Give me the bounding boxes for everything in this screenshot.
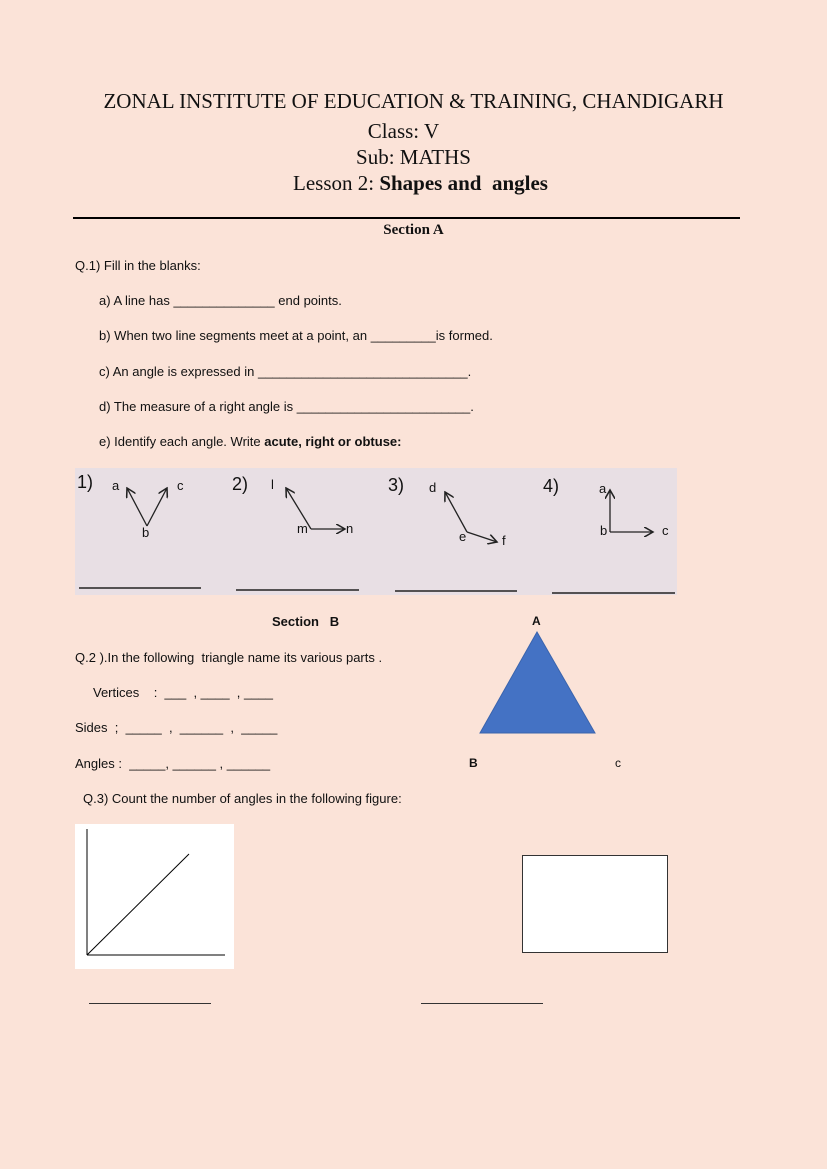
- lesson-title: [7, 171, 827, 196]
- angle1-label-b: b: [142, 525, 150, 540]
- q2-text: Q.2 ).In the following triangle name its various parts .: [75, 650, 383, 665]
- q1-item-a: a) A line has ______________ end points.: [99, 293, 342, 308]
- vertex-c-label: c: [615, 756, 621, 770]
- subject-label: Sub: MATHS: [356, 145, 471, 169]
- q1-item-e: [99, 434, 401, 449]
- lesson-prefix: Lesson 2:: [293, 171, 380, 195]
- angles-image: [75, 468, 677, 595]
- q2-angles: Angles : _____, ______ , ______: [75, 756, 271, 771]
- institute-title: ZONAL INSTITUTE OF EDUCATION & TRAINING, CHANDIGARH: [103, 89, 724, 113]
- angle3-ray-d: [445, 492, 467, 532]
- angle-figures: [75, 468, 677, 595]
- angle4-number: 4): [543, 476, 560, 496]
- angle4-label-a: a: [599, 481, 607, 496]
- angle2-label-n: n: [346, 521, 354, 536]
- angle1-ray-a: [127, 488, 147, 526]
- triangle-shape: [480, 632, 595, 733]
- angle-count-figure-1: [75, 824, 234, 969]
- angle2-label-m: m: [297, 521, 308, 536]
- q1-item-e-text: e) Identify each angle. Write: [99, 434, 265, 449]
- angle1-number: 1): [77, 472, 94, 492]
- angle4-label-c: c: [662, 523, 669, 538]
- lesson-name: Shapes and angles: [379, 171, 548, 195]
- q2-vertices: Vertices : ___ , ____ , ____: [93, 685, 273, 700]
- class-label: Class: V: [367, 119, 440, 143]
- angle3-label-d: d: [429, 480, 437, 495]
- q1-text: Q.1) Fill in the blanks:: [75, 258, 201, 273]
- angle2-number: 2): [232, 474, 249, 494]
- angle3-number: 3): [388, 475, 405, 495]
- angle-count-figure-rectangle: [522, 855, 668, 953]
- q1-item-e-options: acute, right or obtuse:: [264, 434, 402, 449]
- q2-sides: Sides ; _____ , ______ , _____: [75, 720, 278, 735]
- angle3-ray-f: [467, 532, 497, 542]
- angle1-label-c: c: [177, 478, 184, 493]
- q3-answer-line-1: [89, 1003, 211, 1004]
- angle1-ray-c: [147, 488, 167, 526]
- triangle-figure: [470, 625, 610, 740]
- section-a-title: Section A: [383, 222, 444, 238]
- vertex-b-label: B: [469, 756, 478, 770]
- vertex-a-label: A: [532, 614, 541, 628]
- angle1-label-a: a: [112, 478, 120, 493]
- q3-text: Q.3) Count the number of angles in the following figure:: [83, 791, 402, 806]
- q3-answer-line-2: [421, 1003, 543, 1004]
- q1-item-d: d) The measure of a right angle is ________________________.: [99, 399, 474, 414]
- angle3-label-f: f: [502, 533, 506, 548]
- q1-item-c: c) An angle is expressed in _____________________________.: [99, 364, 472, 379]
- angle2-label-l: l: [271, 477, 274, 492]
- section-b-title: Section B: [272, 614, 340, 629]
- angle4-label-b: b: [600, 523, 608, 538]
- angle3-label-e: e: [459, 529, 467, 544]
- q1-item-b: b) When two line segments meet at a point, an _________is formed.: [99, 328, 493, 343]
- header-divider: [73, 217, 740, 219]
